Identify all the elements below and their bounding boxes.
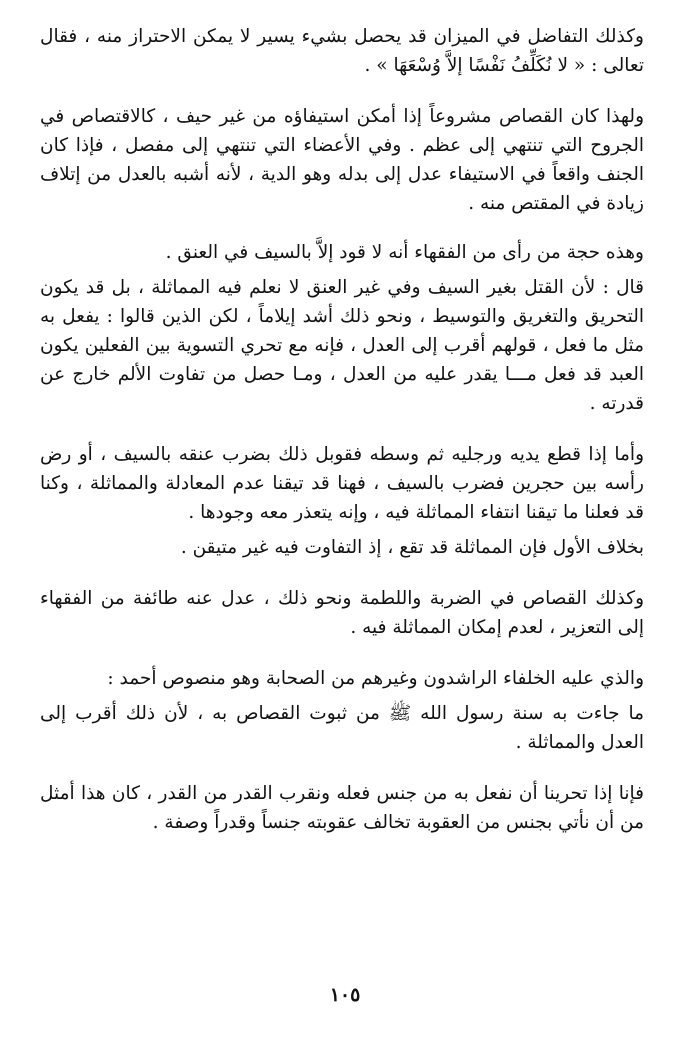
- paragraph-3: وهذه حجة من رأى من الفقهاء أنه لا قود إلاَّ بالسيف في العنق .: [165, 242, 644, 263]
- page-number: ١٠٥: [329, 984, 361, 1006]
- paragraph-2: ولهذا كان القصاص مشروعاً إذا أمكن استيفاؤه من غير حيف ، كالاقتصاص في الجروح التي تنتهي إلى عظم . وفي الأعضاء التي تنتهي إلى مفصل ، فإذا كان الجنف واقعاً في الاستيفاء عدل إلى بدله وهو الدية ، لأنه أشبه بالعدل من إتلاف زيادة في المقتص منه .: [40, 106, 644, 214]
- paragraph-7: وكذلك القصاص في الضربة واللطمة ونحو ذلك ، عدل عنه طائفة من الفقهاء إلى التعزير ، لعدم إمكان المماثلة فيه .: [40, 588, 644, 638]
- paragraph-10: فإنا إذا تحرينا أن نفعل به من جنس فعله ونقرب القدر من القدر ، كان هذا أمثل من أن نأتي بجنس من العقوبة تخالف عقوبته جنساً وقدراً وصفة .: [40, 783, 644, 833]
- page-body: [40, 22, 644, 837]
- paragraph-9: ما جاءت به سنة رسول الله ﷺ من ثبوت القصاص به ، لأن ذلك أقرب إلى العدل والمماثلة .: [40, 703, 644, 753]
- paragraph-5: وأما إذا قطع يديه ورجليه ثم وسطه فقوبل ذلك بضرب عنقه بالسيف ، أو رض رأسه بين حجرين فضرب بالسيف ، فهنا قد تيقنا عدم المعادلة والمماثلة ، وكنا قد فعلنا ما تيقنا انتفاء المماثلة فيه ، وإنه يتعذر معه وجودها .: [40, 444, 644, 523]
- paragraph-4: قال : لأن القتل بغير السيف وفي غير العنق لا نعلم فيه المماثلة ، بل قد يكون التحريق والتغريق والتوسيط ، ونحو ذلك أشد إيلاماً ، لكن الذين قالوا : يفعل به مثل ما فعل ، قولهم أقرب إلى العدل ، فإنه مع تحري التسوية بين الفعلين يكون العبد قد فعل مـــا يقدر عليه من العدل ، ومـا حصل من تفاوت الألم خارج عن قدرته .: [40, 277, 644, 414]
- paragraph-1: وكذلك التفاضل في الميزان قد يحصل بشيء يسير لا يمكن الاحتراز منه ، فقال تعالى : « لا نُكَلِّفُ نَفْسًا إلاَّ وُسْعَهَا » .: [40, 26, 644, 76]
- paragraph-8: والذي عليه الخلفاء الراشدون وغيرهم من الصحابة وهو منصوص أحمد :: [107, 668, 644, 689]
- paragraph-6: بخلاف الأول فإن المماثلة قد تقع ، إذ التفاوت فيه غير متيقن .: [180, 537, 644, 558]
